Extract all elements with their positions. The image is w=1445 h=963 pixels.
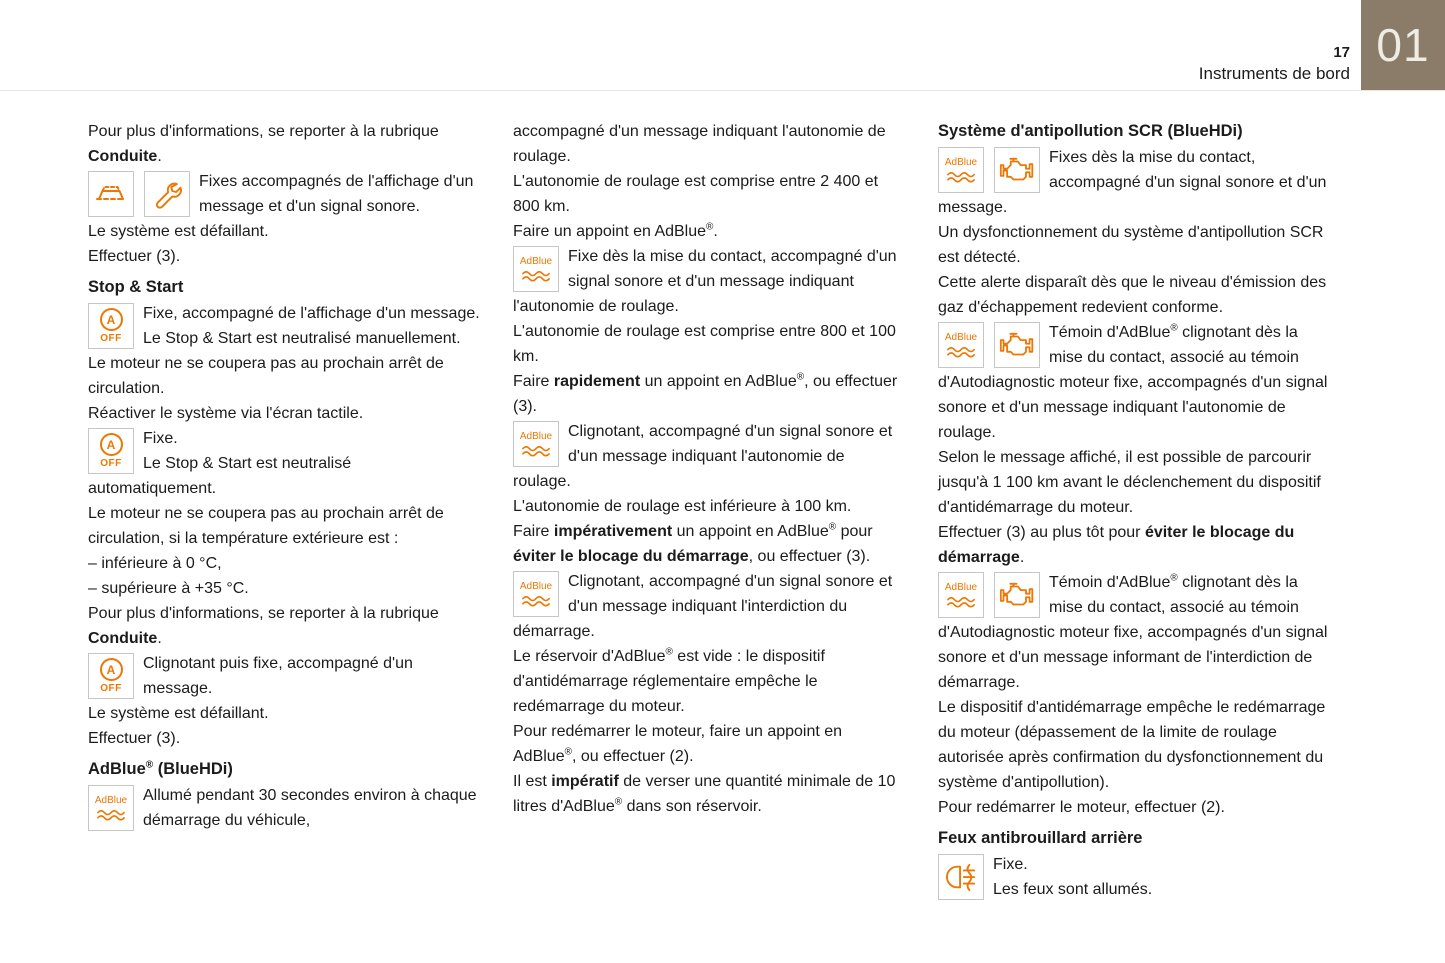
paragraph: Un dysfonctionnement du système d'antipollution SCR est détecté. — [938, 224, 1324, 266]
paragraph: Témoin d'AdBlue® clignotant dès la mise du contact, associé au témoin d'Autodiagnostic moteur fixe, accompagnés d'un signal sonore et d'un message indiquant l'autonomie de roulage. — [938, 322, 1328, 441]
stop-start-icon: A OFF — [88, 653, 134, 699]
adblue-icon: AdBlue — [513, 246, 559, 292]
text-column-3 — [938, 119, 1330, 902]
warning-icon-group — [938, 854, 984, 900]
warning-icon-group — [938, 147, 1040, 193]
paragraph: Faire impérativement un appoint en AdBlue® pour éviter le blocage du démarrage, ou effectuer (3). — [513, 521, 873, 565]
warning-icon-group — [88, 428, 134, 474]
paragraph: Fixe. — [143, 430, 178, 447]
warning-icon-group — [513, 421, 559, 467]
rear-fog-icon — [938, 854, 984, 900]
paragraph: Le réservoir d'AdBlue® est vide : le dispositif d'antidémarrage réglementaire empêche le redémarrage du moteur. — [513, 646, 825, 715]
wrench-icon — [144, 171, 190, 217]
section-heading: Système d'antipollution SCR (BlueHDi) — [938, 122, 1243, 140]
paragraph: Fixes accompagnés de l'affichage d'un message et d'un signal sonore. — [199, 173, 474, 215]
paragraph: Le dispositif d'antidémarrage empêche le redémarrage du moteur (dépassement de la limite de roulage autorisée après confirmation du dysfonctionnement du système d'antipollution). — [938, 699, 1326, 791]
paragraph: Fixe, accompagné de l'affichage d'un message. — [143, 305, 480, 322]
paragraph: Le Stop & Start est neutralisé automatiquement. — [88, 455, 352, 497]
header-meta — [1199, 44, 1350, 85]
paragraph: Fixe dès la mise du contact, accompagné d'un signal sonore et d'un message indiquant l'autonomie de roulage. — [513, 248, 897, 315]
text-column-2 — [513, 119, 905, 902]
paragraph: Clignotant puis fixe, accompagné d'un message. — [143, 655, 413, 697]
warning-icon-group — [88, 171, 190, 217]
stop-start-icon: A OFF — [88, 303, 134, 349]
adblue-icon: AdBlue — [513, 421, 559, 467]
adblue-icon: AdBlue — [938, 147, 984, 193]
paragraph: Fixes dès la mise du contact, accompagné d'un signal sonore et d'un message. — [938, 149, 1327, 216]
paragraph: Le moteur ne se coupera pas au prochain arrêt de circulation. — [88, 355, 444, 397]
engine-icon — [994, 322, 1040, 368]
paragraph: L'autonomie de roulage est inférieure à 100 km. — [513, 498, 852, 515]
adblue-icon: AdBlue — [938, 572, 984, 618]
page-header — [0, 0, 1445, 91]
engine-icon — [994, 572, 1040, 618]
warning-icon-group — [88, 303, 134, 349]
warning-icon-group — [88, 653, 134, 699]
paragraph: Effectuer (3). — [88, 730, 181, 747]
paragraph: Pour plus d'informations, se reporter à la rubrique Conduite. — [88, 123, 439, 165]
page-content — [0, 91, 1445, 902]
adblue-icon: AdBlue — [513, 571, 559, 617]
section-heading: Stop & Start — [88, 278, 184, 296]
paragraph: Pour redémarrer le moteur, faire un appoint en AdBlue®, ou effectuer (2). — [513, 723, 843, 765]
warning-icon-group — [513, 571, 559, 617]
paragraph: Témoin d'AdBlue® clignotant dès la mise du contact, associé au témoin d'Autodiagnostic moteur fixe, accompagnés d'un signal sonore et d'un message informant de l'interdiction de démarrage. — [938, 572, 1328, 691]
warning-icon-group — [938, 322, 1040, 368]
paragraph: Clignotant, accompagné d'un signal sonore et d'un message indiquant l'interdiction du démarrage. — [513, 573, 893, 640]
page-number: 17 — [1333, 44, 1350, 61]
warning-icon-group — [938, 572, 1040, 618]
section-title: Instruments de bord — [1198, 64, 1350, 83]
paragraph: Les feux sont allumés. — [993, 881, 1153, 898]
text-column-1 — [88, 119, 480, 902]
paragraph: Selon le message affiché, il est possible de parcourir jusqu'à 1 100 km avant le déclenchement du dispositif d'antidémarrage du moteur. — [938, 449, 1321, 516]
paragraph: Clignotant, accompagné d'un signal sonore et d'un message indiquant l'autonomie de roulage. — [513, 423, 893, 490]
car-service-icon — [88, 171, 134, 217]
paragraph: Pour plus d'informations, se reporter à la rubrique Conduite. — [88, 605, 439, 647]
warning-icon-group — [88, 785, 134, 831]
section-heading: AdBlue® (BlueHDi) — [88, 759, 233, 778]
paragraph: Pour redémarrer le moteur, effectuer (2). — [938, 799, 1225, 816]
paragraph: Effectuer (3) au plus tôt pour éviter le blocage du démarrage. — [938, 524, 1295, 566]
paragraph: Faire rapidement un appoint en AdBlue®, ou effectuer (3). — [513, 371, 898, 415]
paragraph: Il est impératif de verser une quantité minimale de 10 litres d'AdBlue® dans son réservoir. — [513, 773, 896, 815]
paragraph: Fixe. — [993, 856, 1028, 873]
chapter-number-tab: 01 — [1361, 0, 1445, 90]
section-heading: Feux antibrouillard arrière — [938, 829, 1143, 847]
paragraph: Effectuer (3). — [88, 248, 181, 265]
paragraph: Le moteur ne se coupera pas au prochain arrêt de circulation, si la température extérieure est : — [88, 505, 444, 547]
engine-icon — [994, 147, 1040, 193]
paragraph: L'autonomie de roulage est comprise entre 800 et 100 km. — [513, 323, 896, 365]
paragraph: Le système est défaillant. — [88, 223, 269, 240]
paragraph: Le système est défaillant. — [88, 705, 269, 722]
adblue-icon: AdBlue — [938, 322, 984, 368]
paragraph: – inférieure à 0 °C, — [88, 555, 222, 572]
stop-start-icon: A OFF — [88, 428, 134, 474]
adblue-icon: AdBlue — [88, 785, 134, 831]
paragraph: Faire un appoint en AdBlue®. — [513, 221, 718, 240]
paragraph: L'autonomie de roulage est comprise entre 2 400 et 800 km. — [513, 173, 879, 215]
paragraph: Allumé pendant 30 secondes environ à chaque démarrage du véhicule, — [143, 787, 477, 829]
warning-icon-group — [513, 246, 559, 292]
paragraph: Le Stop & Start est neutralisé manuellement. — [143, 330, 461, 347]
paragraph: Réactiver le système via l'écran tactile. — [88, 405, 364, 422]
paragraph: accompagné d'un message indiquant l'autonomie de roulage. — [513, 123, 886, 165]
paragraph: – supérieure à +35 °C. — [88, 580, 249, 597]
paragraph: Cette alerte disparaît dès que le niveau d'émission des gaz d'échappement redevient conforme. — [938, 274, 1327, 316]
